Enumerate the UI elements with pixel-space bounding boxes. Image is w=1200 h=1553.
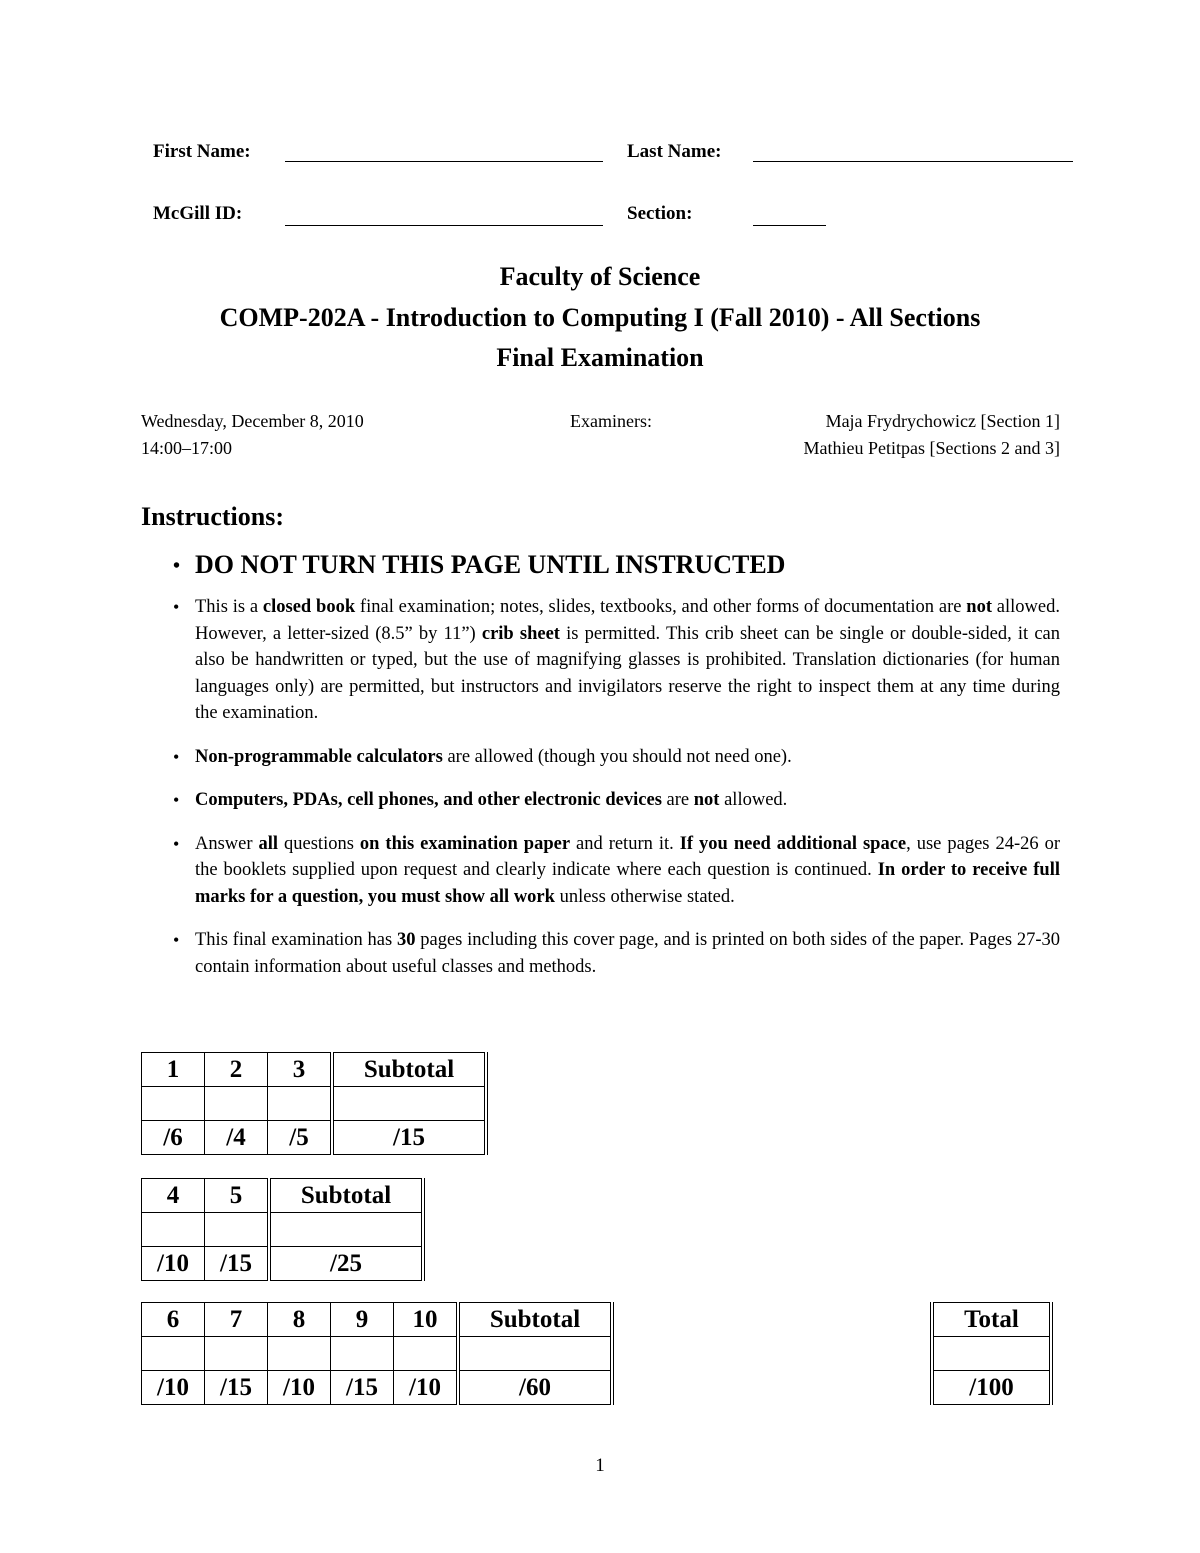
max-marks-row	[142, 1121, 487, 1155]
first-name-label: First Name:	[153, 141, 251, 162]
marks-header-row	[142, 1053, 487, 1087]
mcgill-id-field[interactable]	[285, 225, 603, 226]
instruction-item	[195, 927, 1060, 980]
total-cell[interactable]	[932, 1337, 1051, 1371]
instructions-list	[195, 548, 1060, 997]
marks-header-row	[932, 1303, 1051, 1337]
score-cell[interactable]	[268, 1337, 331, 1371]
question-header: 7	[205, 1303, 268, 1337]
instruction-emphasis: closed book	[262, 597, 356, 617]
marks-table-3	[141, 1302, 614, 1405]
max-marks-row	[142, 1247, 424, 1281]
question-header: 2	[205, 1053, 268, 1087]
faculty-title: Faculty of Science	[499, 262, 701, 291]
max-mark: /10	[142, 1371, 205, 1405]
instruction-text: questions	[278, 833, 360, 854]
max-mark: /10	[394, 1371, 459, 1405]
score-cell[interactable]	[205, 1213, 270, 1247]
score-cell[interactable]	[268, 1087, 333, 1121]
question-header: 4	[142, 1179, 205, 1213]
instruction-text: allowed. However, a letter-sized (8.5” by 11”)	[195, 597, 1060, 644]
examiners-label: Examiners:	[570, 411, 652, 431]
score-cell[interactable]	[394, 1337, 459, 1371]
score-cell[interactable]	[142, 1337, 205, 1371]
instruction-item	[195, 787, 1060, 814]
question-header: 6	[142, 1303, 205, 1337]
instruction-emphasis: on this examination paper	[359, 833, 571, 854]
instruction-text: are	[661, 790, 694, 810]
score-cell[interactable]	[142, 1087, 205, 1121]
instruction-item	[195, 831, 1060, 911]
score-cell[interactable]	[331, 1337, 394, 1371]
instruction-text: , use pages 24-26 or the booklets supplied upon request and clearly indicate where each question is continued.	[195, 833, 1060, 880]
total-max-mark: /100	[932, 1371, 1051, 1405]
instruction-item	[195, 548, 1060, 582]
max-mark: /15	[205, 1247, 270, 1281]
instruction-emphasis: not	[693, 790, 720, 810]
subtotal-header: Subtotal	[332, 1053, 486, 1087]
instruction-text: are allowed (though you should not need one).	[442, 746, 792, 767]
score-entry-row	[142, 1213, 424, 1247]
marks-table-2	[141, 1178, 425, 1281]
course-title: COMP-202A - Introduction to Computing I (Fall 2010) - All Sections	[219, 303, 981, 332]
section-label: Section:	[627, 203, 693, 224]
instruction-emphasis: If you need additional space	[679, 833, 907, 854]
instruction-text: allowed.	[719, 790, 788, 810]
instruction-item	[195, 594, 1060, 727]
instructions-heading: Instructions:	[141, 502, 285, 531]
last-name-label: Last Name:	[627, 141, 722, 162]
max-mark: /10	[142, 1247, 205, 1281]
mcgill-id-label: McGill ID:	[153, 203, 243, 224]
instruction-text: unless otherwise stated.	[554, 886, 735, 907]
question-header: 3	[268, 1053, 333, 1087]
marks-header-row	[142, 1179, 424, 1213]
instruction-text: This is a	[195, 597, 263, 617]
instruction-text: Answer	[195, 833, 259, 854]
max-mark: /4	[205, 1121, 268, 1155]
marks-table-1	[141, 1052, 488, 1155]
max-marks-row	[142, 1371, 613, 1405]
subtotal-header: Subtotal	[269, 1179, 423, 1213]
subtotal-max-mark: /25	[269, 1247, 423, 1281]
total-header: Total	[932, 1303, 1051, 1337]
question-header: 10	[394, 1303, 459, 1337]
subtotal-cell[interactable]	[458, 1337, 612, 1371]
exam-time: 14:00–17:00	[141, 438, 233, 458]
instruction-emphasis: all	[258, 833, 279, 854]
instruction-text: and return it.	[570, 833, 680, 854]
instruction-emphasis: In order to receive full marks for a question, you must show all work	[195, 860, 1060, 907]
instruction-text: pages including this cover page, and is printed on both sides of the paper. Pages 27-30 contain information about useful classes and methods.	[195, 930, 1060, 977]
instruction-emphasis: Computers, PDAs, cell phones, and other electronic devices	[195, 790, 662, 810]
question-header: 9	[331, 1303, 394, 1337]
examiner-2: Mathieu Petitpas [Sections 2 and 3]	[803, 438, 1060, 458]
examiner-1: Maja Frydrychowicz [Section 1]	[825, 411, 1060, 431]
first-name-field[interactable]	[285, 161, 603, 162]
instruction-emphasis: Non-programmable calculators	[195, 746, 443, 767]
max-mark: /5	[268, 1121, 333, 1155]
instruction-text: final examination; notes, slides, textbooks, and other forms of documentation are	[355, 597, 967, 617]
subtotal-header: Subtotal	[458, 1303, 612, 1337]
subtotal-max-mark: /60	[458, 1371, 612, 1405]
total-table	[930, 1302, 1053, 1405]
marks-header-row	[142, 1303, 613, 1337]
page-number: 1	[595, 1455, 605, 1476]
instruction-text: This final examination has	[195, 930, 397, 950]
max-mark: /15	[331, 1371, 394, 1405]
subtotal-max-mark: /15	[332, 1121, 486, 1155]
score-entry-row	[142, 1337, 613, 1371]
question-header: 1	[142, 1053, 205, 1087]
score-cell[interactable]	[142, 1213, 205, 1247]
instruction-item	[195, 744, 1060, 771]
question-header: 5	[205, 1179, 270, 1213]
instruction-emphasis: 30	[396, 930, 416, 950]
score-entry-row	[142, 1087, 487, 1121]
instruction-emphasis: crib sheet	[481, 623, 560, 644]
question-header: 8	[268, 1303, 331, 1337]
max-marks-row	[932, 1371, 1051, 1405]
subtotal-cell[interactable]	[332, 1087, 486, 1121]
score-cell[interactable]	[205, 1087, 268, 1121]
max-mark: /15	[205, 1371, 268, 1405]
instruction-text: is permitted. This crib sheet can be single or double-sided, it can also be handwritten or typed, but the use of magnifying glasses is prohibited. Translation dictionaries (for human languages only) are permitted, but instructors and invigilators reserve the right to inspect them at any time during the examination.	[195, 623, 1060, 723]
max-mark: /10	[268, 1371, 331, 1405]
exam-title: Final Examination	[496, 343, 704, 372]
instruction-emphasis: not	[966, 597, 992, 617]
section-field[interactable]	[753, 225, 826, 226]
score-entry-row	[932, 1337, 1051, 1371]
max-mark: /6	[142, 1121, 205, 1155]
score-cell[interactable]	[205, 1337, 268, 1371]
subtotal-cell[interactable]	[269, 1213, 423, 1247]
exam-date: Wednesday, December 8, 2010	[141, 411, 364, 431]
last-name-field[interactable]	[753, 161, 1073, 162]
instruction-text: DO NOT TURN THIS PAGE UNTIL INSTRUCTED	[195, 550, 786, 579]
